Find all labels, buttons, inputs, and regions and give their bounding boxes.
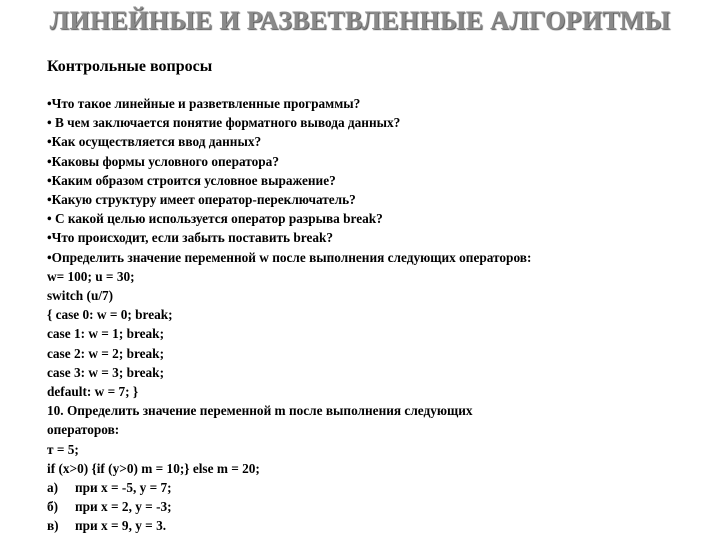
slide-title: ЛИНЕЙНЫЕ И РАЗВЕТВЛЕННЫЕ АЛГОРИТМЫ [49,6,671,35]
code-line: { case 0: w = 0; break; [47,307,173,323]
option-label: б) [47,499,59,515]
code-line: if (x>0) {if (y>0) m = 10;} else m = 20; [47,460,260,476]
question-item: •Что такое линейные и разветвленные программы? [47,96,361,111]
question-item: •Какую структуру имеет оператор-переключатель? [47,192,356,208]
question-item: •Определить значение переменной w после выполнения следующих операторов: [47,249,532,265]
answer-option [47,516,707,535]
option-text: при х = -5, у = 7; [75,480,172,496]
code-line: т = 5; [47,441,79,457]
question-10-text: 10. Определить значение переменной m после выполнения следующих [47,403,473,419]
question-item: •Каковы формы условного оператора? [47,153,279,169]
answer-option [47,497,707,516]
question-10-text: операторов: [47,422,120,438]
code-line: default: w = 7; } [47,384,139,400]
question-item: •Что происходит, если забыть поставить break? [47,230,334,246]
question-item: •Каким образом строится условное выражение? [47,172,336,188]
question-item: • С какой целью используется оператор разрыва break? [47,211,383,227]
questions-body [47,94,707,536]
code-line: case 3: w = 3; break; [47,364,165,380]
answer-option [47,478,707,497]
option-label: а) [47,480,59,496]
option-label: в) [47,518,59,534]
code-line: case 1: w = 1; break; [47,326,165,342]
code-line: w= 100; u = 30; [47,268,135,284]
code-line: switch (u/7) [47,288,114,304]
option-text: при х = 9, у = 3. [75,518,167,534]
question-item: • В чем заключается понятие форматного вывода данных? [47,115,401,131]
question-item: •Как осуществляется ввод данных? [47,134,262,150]
option-text: при х = 2, у = -3; [75,499,172,515]
section-heading: Контрольные вопросы [47,58,213,75]
code-line: case 2: w = 2; break; [47,345,165,361]
